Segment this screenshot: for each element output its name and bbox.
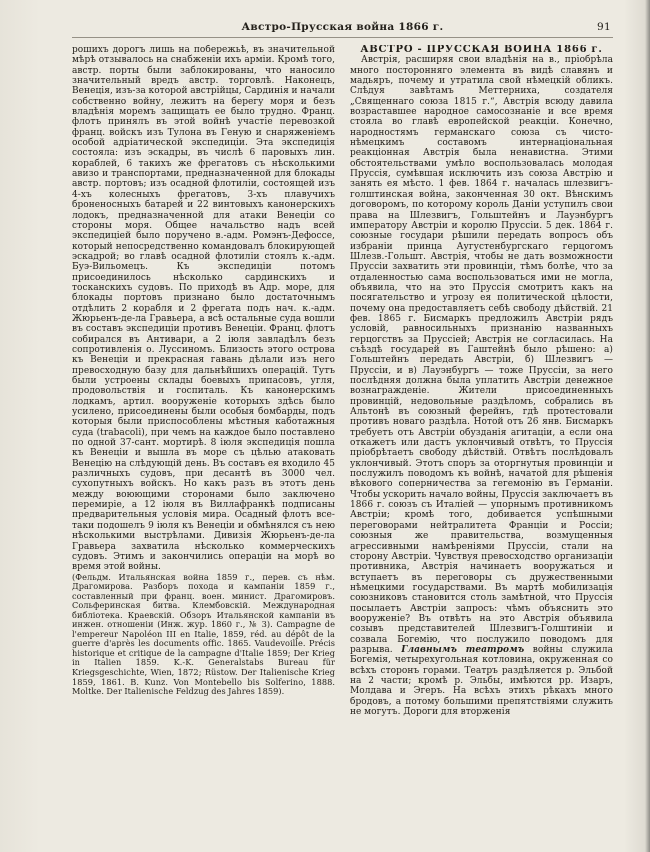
scan-right-edge-shadow	[645, 0, 650, 852]
article-body-paragraph	[350, 55, 613, 717]
article-body-start: Австрія, расширяя свои владѣнія на в., пріобрѣла много посторонняго элемента въ видѣ славянъ и мадьяръ, почему и утратила свой нѣмецкій обликъ. Слѣдуя завѣтамъ Меттерниха, создателя „Священнаго союза 1815 г.“, Австрія всюду давила возраставшее народное самосознаніе и все время стояла во главѣ европейской реакціи. Конечно, народностямъ германскаго союза съ чисто-нѣмецкимъ составомъ интернаціональная реакціонная Австрія была ненавистна. Этими обстоятельствами умѣло воспользовалась молодая Пруссія, сумѣвшая исключить изъ союза Австрію и занять ея мѣсто. 1 фев. 1864 г. началась шлезвигъ-голштинская война, законченная 30 окт. Вѣнскимъ договоромъ, по которому король Даніи уступилъ свои права на Шлезвигъ, Гольштейнъ и Лауэнбургъ императору Австріи и королю Пруссіи. 5 дек. 1864 г. союзные государи рѣшили передать вопросъ объ избраніи принца Аугустенбургскаго герцогомъ Шлезв.-Гольшт. Австрія, чтобы не дать возможности Пруссіи захватить эти провинціи, тѣмъ болѣе, что за отдаленностью сама воспользоваться ими не могла, объявила, что на это Пруссія смотритъ какъ на посягательство и угрозу ея политической цѣлости, почему она предоставляетъ себѣ свободу дѣйствій. 21 фев. 1865 г. Бисмаркъ предложилъ Австріи рядъ условій, равносильныхъ признанію названныхъ герцогствъ за Пруссіей; Австрія не согласилась. На съѣздѣ государей въ Гаштейнѣ было рѣшено: а) Гольштейнъ передать Австріи, б) Шлезвигъ — Пруссіи, и в) Лауэнбургъ — тоже Пруссіи, за него послѣдняя должна была уплатить Австріи денежное вознагражденіе. Жители присоединенныхъ провинцій, недовольные раздѣломъ, собрались въ Альтонѣ въ союзный ферейнъ, гдѣ протестовали противъ новаго раздѣла. Нотой отъ 26 янв. Бисмаркъ требуетъ отъ Австріи обузданія агитаціи, а если она откажетъ или дастъ уклончивый отвѣтъ, то Пруссія пріобрѣтаетъ свободу дѣйствій. Отвѣтъ послѣдовалъ уклончивый. Этотъ споръ за оторгнутыя провинціи и послужилъ поводомъ къ войнѣ, начатой для рѣшенія вѣкового соперничества за гегемонію въ Германіи. Чтобы ускорить начало войны, Пруссія заключаетъ въ 1866 г. союзъ съ Италіей — упорнымъ противникомъ Австріи; кромѣ того, добивается успѣшными переговорами нейтралитета Франціи и Россіи; союзныя же правительства, возмущенныя агрессивными намѣреніями Пруссіи, стали на сторону Австріи. Чувствуя превосходство организаціи противника, Австрія начинаетъ вооружаться и вступаетъ въ переговоры съ дружественными нѣмецкими государствами. Въ мартѣ мобилизація союзниковъ становится столь замѣтной, что Пруссія посылаетъ Австріи запросъ: чѣмъ объяснить это вооруженіе? Въ отвѣтъ на это Австрія объявила созывъ представителей Шлезвигъ-Голштиніи и созвала Богемію, что послужило поводомъ для разрыва.	[350, 55, 613, 655]
page-number: 91	[597, 21, 611, 33]
right-text-column	[350, 45, 613, 843]
running-head-title: Австро-Прусская война 1866 г.	[241, 21, 444, 33]
article-heading: АВСТРО - ПРУССКАЯ ВОЙНА 1866 г.	[360, 45, 603, 55]
running-head	[72, 21, 613, 34]
header-rule	[72, 37, 613, 38]
article-continuation-paragraph: рошихъ дорогъ лишь на побережьѣ, въ значительной мѣрѣ отзывалось на снабженіи ихъ арміи. Кромѣ того, австр. порты были заблокированы, что наносило значительный вредъ австр. торговлѣ. Наконецъ, Венеція, изъ-за которой австрійцы, Сардинія и начали собственно войну, лежитъ на берегу моря и безъ владѣнія моремъ защищать ее было трудно. Франц. флотъ принялъ въ этой войнѣ участіе перевозкой франц. войскъ изъ Тулона въ Геную и снаряженіемъ особой адріатической экспедиціи. Эта экспедиція состояла: изъ эскадры, въ числѣ 6 паровыхъ лин. кораблей, 6 такихъ же фрегатовъ съ нѣсколькими авизо и транспортами, предназначенной для блокады австр. портовъ; изъ осадной флотиліи, состоящей изъ 4-хъ колесныхъ фрегатовъ, 3-хъ плавучихъ броненосныхъ батарей и 22 винтовыхъ канонерскихъ лодокъ, предназначенной для атаки Венеціи со стороны моря. Общее начальство надъ всей экспедиціей было поручено в.-адм. Ромэнъ-Дефоссе, который непосредственно командовалъ блокирующей эскадрой; во главѣ осадной флотиліи стоялъ к.-адм. Буэ-Вильомецъ. Къ экспедиціи потомъ присоединилось нѣсколько сардинскихъ и тосканскихъ судовъ. По приходѣ въ Адр. море, для блокады портовъ признано было достаточнымъ отдѣлить 2 корабля и 2 фрегата подъ нач. к.-адм. Жюрьенъ-де-ла Гравьера, а всѣ остальные суда вошли въ составъ экспедиціи противъ Венеціи. Франц. флотъ собирался въ Антивари, а 2 іюля завладѣлъ безъ сопротивленія о. Луссиномъ. Близость этого острова къ Венеціи и прекрасная гавань дѣлали изъ него превосходную базу для дальнѣйшихъ операцій. Тутъ были устроены склады боевыхъ припасовъ, угля, продовольствія и госпиталь. Къ канонерскимъ лодкамъ, артил. вооруженіе которыхъ здѣсь было усилено, присоединены были особыя бомбарды, подъ которыя были приспособлены мѣстныя каботажныя суда (trabacoli), при чемъ на каждое было поставлено по одной 37-сант. мортирѣ. 8 іюля экспедиція пошла къ Венеціи и вышла въ море съ цѣлью атаковать Венецію на слѣдующій день. Въ составъ ея входило 45 различныхъ судовъ, при десантѣ въ 3000 чел. сухопутныхъ войскъ. Но какъ разъ въ этотъ день между воюющими сторонами было заключено перемиріе, а 12 іюля въ Виллафранкѣ подписаны предварительныя условія мира. Осадный флотъ все-таки подошелъ 9 іюля къ Венеціи и обмѣнялся съ нею нѣсколькими выстрѣлами. Дивизія Жюрьенъ-де-ла Гравьера захватила нѣсколько коммерческихъ судовъ. Этимъ и закончились операціи на морѣ во время этой войны.	[72, 45, 335, 573]
article-body-end: войны служила Богемія, четырехугольная котловина, окруженная со всѣхъ сторонъ горами. Театръ раздѣляется р. Эльбой на 2 части; кромѣ р. Эльбы, имѣются рр. Изаръ, Молдава и Эгеръ. На всѣхъ этихъ рѣкахъ много бродовъ, а потому большими препятствіями служить не могутъ. Дороги для вторженія	[350, 644, 613, 717]
article-body-bold-phrase: Главнымъ театромъ	[401, 644, 525, 655]
left-text-column	[72, 45, 335, 843]
bibliography-paragraph: (Фельдм. Итальянская война 1859 г., перев. съ нѣм. Драгомирова. Разборъ похода и кампаніи 1859 г., составленный при франц. воен. минист. Драгомировъ. Сольферинская битва. Клембовскій. Международная библіотека. Краевскій. Обзоръ Итальянской кампаніи въ инжен. отношеніи (Инж. жур. 1860 г., № 3). Campagne de l'empereur Napoléon III en Italie, 1859, réd. au dépôt de la guerre d'après les documents offic. 1865. Vaudevoille. Précis historique et critique de la campagne d'Italie 1859; Der Krieg in Italien 1859. K.-K. Generalstabs Bureau für Kriegsgeschichte, Wien, 1872; Rüstow. Der Italienische Krieg 1859, 1861. B. Kunz. Von Montebello bis Solferino, 1888. Moltke. Der Italienische Feldzug des Jahres 1859).	[72, 571, 335, 697]
